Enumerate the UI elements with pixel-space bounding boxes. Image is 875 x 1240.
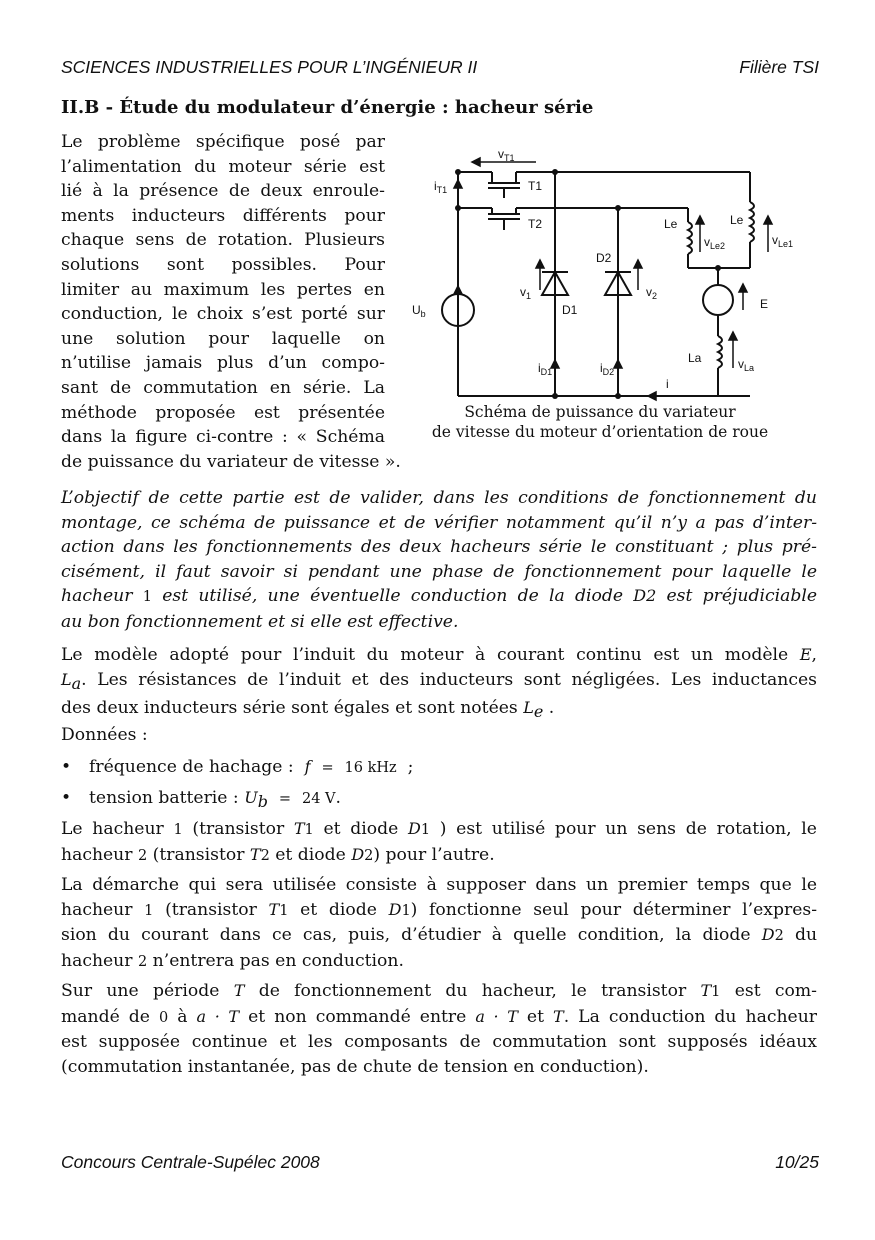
label-La: La — [688, 351, 702, 365]
periode-paragraph: Sur une période T de fonctionnement du hacheur, le transistor T1 est com- mandé de 0 à a · T et non commandé entre a · T et T. La conduction du hacheur est supposée continue et les composants de commutation sont supposés idéaux (commutation instantanée, pas de chute de tension en conduction). — [61, 981, 817, 1077]
label-vLe1: $v_{Le1}$ — [772, 233, 794, 249]
footer-page-number: 10/25 — [775, 1152, 819, 1172]
intro-line: Le problème spécifique posé par — [61, 132, 385, 152]
intro-line: lié à la présence de deux enroule- — [61, 181, 385, 202]
model-paragraph: Le modèle adopté pour l’induit du moteur à courant continu est un modèle E, $L_a$. Les résistances de l’induit et des inducteurs sont négligées. Les inductances des deux inducteurs série sont égales et sont notées $L_e$ . — [61, 645, 817, 722]
objective-line: au bon fonctionnement et si elle est effective. — [61, 611, 459, 632]
intro-paragraph — [61, 130, 401, 474]
footer-exam-name: Concours Centrale-Supélec 2008 — [61, 1152, 320, 1172]
label-iD2: $i_{D2}$ — [600, 361, 615, 377]
intro-line: de puissance du variateur de vitesse ». — [61, 451, 401, 472]
demarche-paragraph: La démarche qui sera utilisée consiste à supposer dans un premier temps que le hacheur 1 (transistor T1 et diode D1) fonctionne seul pour déterminer l’expres- sion du courant dans ce cas, puis, d’étudier à quelle condition, la diode D2 du hacheur 2 n’entrera pas en conduction. — [61, 875, 818, 971]
caption-line: de vitesse du moteur d’orientation de roue — [431, 423, 769, 441]
section-title: II.B - Étude du modulateur d’énergie : hacheur série — [61, 97, 594, 118]
label-T2: T2 — [528, 217, 543, 231]
label-vT1: $v_{T1}$ — [498, 147, 515, 163]
intro-line: chaque sens de rotation. Plusieurs — [61, 230, 385, 251]
label-iD1: $i_{D1}$ — [538, 361, 553, 377]
label-i: i — [666, 377, 669, 391]
donnees-label: Données : — [61, 725, 148, 745]
circuit-diagram — [400, 140, 800, 410]
objective-line: cisément, il faut savoir si pendant une phase de fonctionnement pour laquelle le — [61, 561, 817, 582]
label-iT1: $i_{T1}$ — [434, 179, 448, 195]
caption-line: Schéma de puissance du variateur — [464, 403, 736, 421]
intro-line: l’alimentation du moteur série est — [61, 156, 385, 177]
label-v2: $v_2$ — [646, 285, 658, 301]
objective-line: action dans les fonctionnements des deux hacheurs série le constituant ; plus pré- — [61, 537, 817, 558]
intro-line: limiter au maximum les pertes en — [61, 279, 385, 300]
label-T1: T1 — [528, 179, 543, 193]
label-v1: $v_1$ — [520, 285, 532, 301]
intro-line: conduction, le choix s’est porté sur — [61, 304, 385, 325]
objective-line: hacheur 1 est utilisé, une éventuelle conduction de la diode D2 est préjudiciable — [61, 586, 817, 607]
figure-caption — [400, 402, 800, 442]
label-vLe2: $v_{Le2}$ — [704, 235, 726, 251]
bullet-battery: • tension batterie : $U_b = 24$ V. — [61, 788, 341, 811]
intro-line: une solution pour laquelle on — [61, 328, 385, 349]
objective-line: montage, ce schéma de puissance et de vérifier notamment qu’il n’y a pas d’inter- — [61, 512, 817, 533]
header-course-title: SCIENCES INDUSTRIELLES POUR L’INGÉNIEUR II — [61, 57, 478, 77]
bullet-frequency: • fréquence de hachage : f = 16 kHz ; — [61, 757, 414, 777]
label-Le-right: Le — [730, 213, 744, 227]
intro-line: solutions sont possibles. Pour — [61, 254, 385, 275]
label-D1: D1 — [562, 303, 578, 317]
label-Ub: $U_b$ — [412, 303, 426, 319]
intro-line: ments inducteurs différents pour — [61, 205, 385, 226]
label-Le-left: Le — [664, 217, 678, 231]
label-E: E — [760, 297, 769, 311]
hacheur-paragraph: Le hacheur 1 (transistor T1 et diode D1 ) est utilisé pour un sens de rotation, le hacheur 2 (transistor T2 et diode D2) pour l’autre. — [61, 819, 817, 865]
label-D2: D2 — [596, 251, 612, 265]
objective-paragraph — [61, 486, 817, 635]
intro-line: dans la figure ci-contre : « Schéma — [61, 427, 385, 448]
objective-line: L’objectif de cette partie est de valider, dans les conditions de fonctionnement du — [61, 488, 817, 508]
page-header — [61, 57, 819, 83]
intro-line: méthode proposée est présentée — [61, 402, 385, 423]
intro-line: n’utilise jamais plus d’un compo- — [61, 353, 385, 374]
header-track: Filière TSI — [739, 57, 819, 77]
label-vLa: $v_{La}$ — [738, 357, 755, 373]
page-footer — [61, 1152, 819, 1178]
intro-line: sant de commutation en série. La — [61, 377, 385, 398]
